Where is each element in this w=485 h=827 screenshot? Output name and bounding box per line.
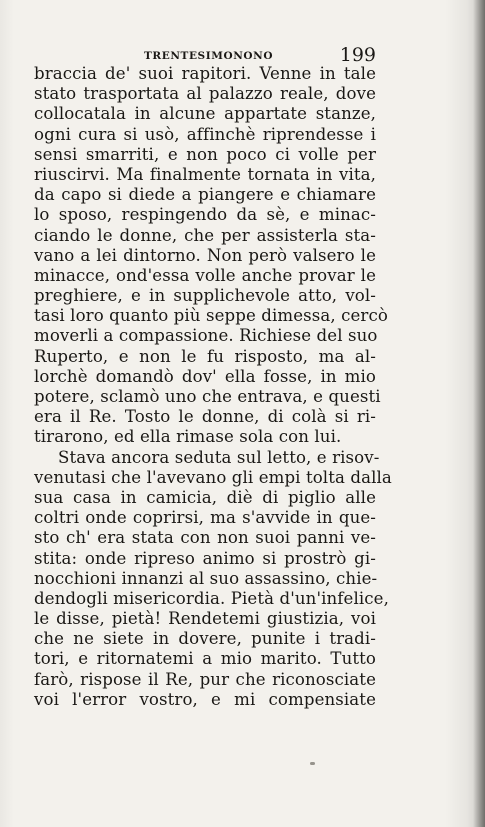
text-line: sto ch' era stata con non suoi panni ve- [34, 528, 376, 548]
text-line: venutasi che l'avevano gli empi tolta dalla [34, 467, 392, 487]
text-line: riuscirvi. Ma finalmente tornata in vita, [34, 164, 376, 184]
text-line: le disse, pietà! Rendetemi giustizia, voi [34, 609, 376, 629]
text-line: coltri onde coprirsi, ma s'avvide in que- [34, 508, 376, 528]
page-number: 199 [339, 44, 376, 66]
text-line: stato trasportata al palazzo reale, dove [34, 84, 376, 104]
text-line: Ruperto, e non le fu risposto, ma al- [34, 346, 376, 366]
text-line: che ne siete in dovere, punite i tradi- [34, 629, 376, 649]
body-text [34, 64, 392, 710]
text-line: minacce, ond'essa volle anche provar le [34, 265, 376, 285]
text-line: dendogli misericordia. Pietà d'un'infelice, [34, 588, 389, 608]
text-line: sensi smarriti, e non poco ci volle per [34, 144, 376, 164]
text-line: lorchè domandò dov' ella fosse, in mio [34, 366, 376, 386]
text-line: tirarono, ed ella rimase sola con lui. [34, 427, 342, 447]
text-line: vano a lei dintorno. Non però valsero le [34, 245, 376, 265]
text-line: preghiere, e in supplichevole atto, vol- [34, 286, 376, 306]
page-edge-shadow [473, 0, 485, 827]
paper-speck [310, 762, 315, 765]
text-line: ogni cura si usò, affinchè riprendesse i [34, 124, 376, 144]
text-line: Stava ancora seduta sul letto, e risov- [58, 447, 380, 467]
text-line: voi l'error vostro, e mi compensiate [34, 689, 376, 709]
text-line: braccia de' suoi rapitori. Venne in tale [34, 64, 376, 83]
text-line: tasi loro quanto più seppe dimessa, cercò [34, 306, 388, 326]
text-line: farò, rispose il Re, pur che riconosciate [34, 669, 376, 689]
text-line: tori, e ritornatemi a mio marito. Tutto [34, 649, 376, 669]
text-line: da capo si diede a piangere e chiamare [34, 185, 376, 205]
text-line: nocchioni innanzi al suo assassino, chie- [34, 568, 378, 588]
text-line: collocatala in alcune appartate stanze, [34, 104, 376, 124]
text-line: lo sposo, respingendo da sè, e minac- [34, 205, 376, 225]
text-line: sua casa in camicia, diè di piglio alle [34, 487, 376, 507]
text-line: era il Re. Tosto le donne, di colà si ri- [34, 407, 376, 427]
text-line: potere, sclamò uno che entrava, e questi [34, 387, 381, 406]
text-line: moverli a compassione. Richiese del suo [34, 326, 378, 346]
running-head: TRENTESIMONONO [144, 50, 274, 62]
text-line: stita: onde ripreso animo si prostrò gi- [34, 548, 376, 568]
text-line: ciando le donne, che per assisterla sta- [34, 225, 376, 245]
